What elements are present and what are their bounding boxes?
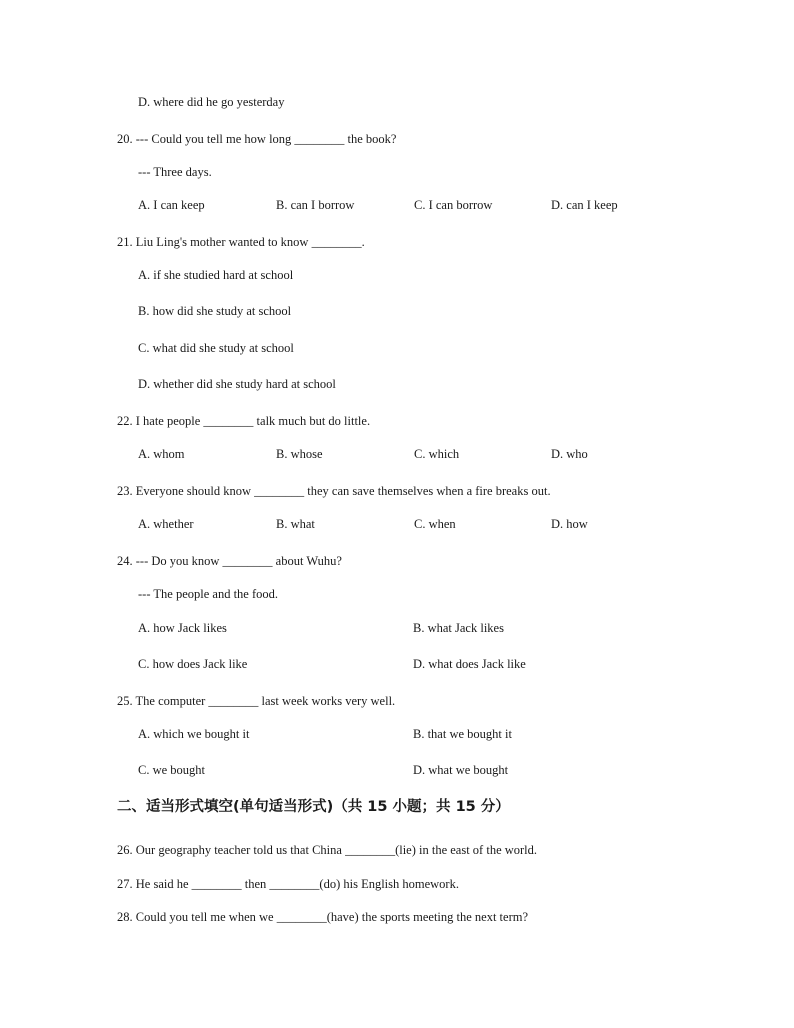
q21-stem: 21. Liu Ling's mother wanted to know ________. [117,235,365,249]
section-heading: 二、适当形式填空(单句适当形式)（共 15 小题；共 15 分） [117,799,510,815]
q21-option-b: B. how did she study at school [138,304,292,318]
q25-stem: 25. The computer ________ last week works very well. [117,694,396,708]
q21-option-c: C. what did she study at school [138,341,294,355]
q19-option-d: D. where did he go yesterday [138,95,285,109]
q24-option-d: D. what does Jack like [413,657,526,671]
q20-stem: 20. --- Could you tell me how long ________ the book? [117,132,397,146]
q25-option-b: B. that we bought it [413,727,512,741]
q23-stem: 23. Everyone should know ________ they can save themselves when a fire breaks out. [117,484,551,498]
q24-option-b: B. what Jack likes [413,621,504,635]
q22-option-b: B. whose [276,447,323,461]
q20-option-a: A. I can keep [138,198,205,212]
q28-item: 28. Could you tell me when we ________(have) the sports meeting the next term? [117,910,529,924]
q20-reply: --- Three days. [138,165,212,179]
q21-option-d: D. whether did she study hard at school [138,377,336,391]
q23-option-b: B. what [276,517,315,531]
q27-item: 27. He said he ________ then ________(do) his English homework. [117,877,459,891]
q21-option-a: A. if she studied hard at school [138,268,294,282]
q23-option-d: D. how [551,517,588,531]
q20-option-b: B. can I borrow [276,198,355,212]
q25-option-d: D. what we bought [413,763,509,777]
q24-stem: 24. --- Do you know ________ about Wuhu? [117,554,342,568]
q24-reply: --- The people and the food. [138,587,278,601]
q25-option-c: C. we bought [138,763,206,777]
q23-option-a: A. whether [138,517,194,531]
q22-option-d: D. who [551,447,588,461]
q24-option-c: C. how does Jack like [138,657,248,671]
q22-option-a: A. whom [138,447,185,461]
q22-option-c: C. which [414,447,460,461]
q20-option-d: D. can I keep [551,198,618,212]
q25-option-a: A. which we bought it [138,727,250,741]
q22-stem: 22. I hate people ________ talk much but do little. [117,414,371,428]
q20-option-c: C. I can borrow [414,198,493,212]
q24-option-a: A. how Jack likes [138,621,227,635]
q26-item: 26. Our geography teacher told us that China ________(lie) in the east of the world. [117,843,538,857]
q23-option-c: C. when [414,517,456,531]
